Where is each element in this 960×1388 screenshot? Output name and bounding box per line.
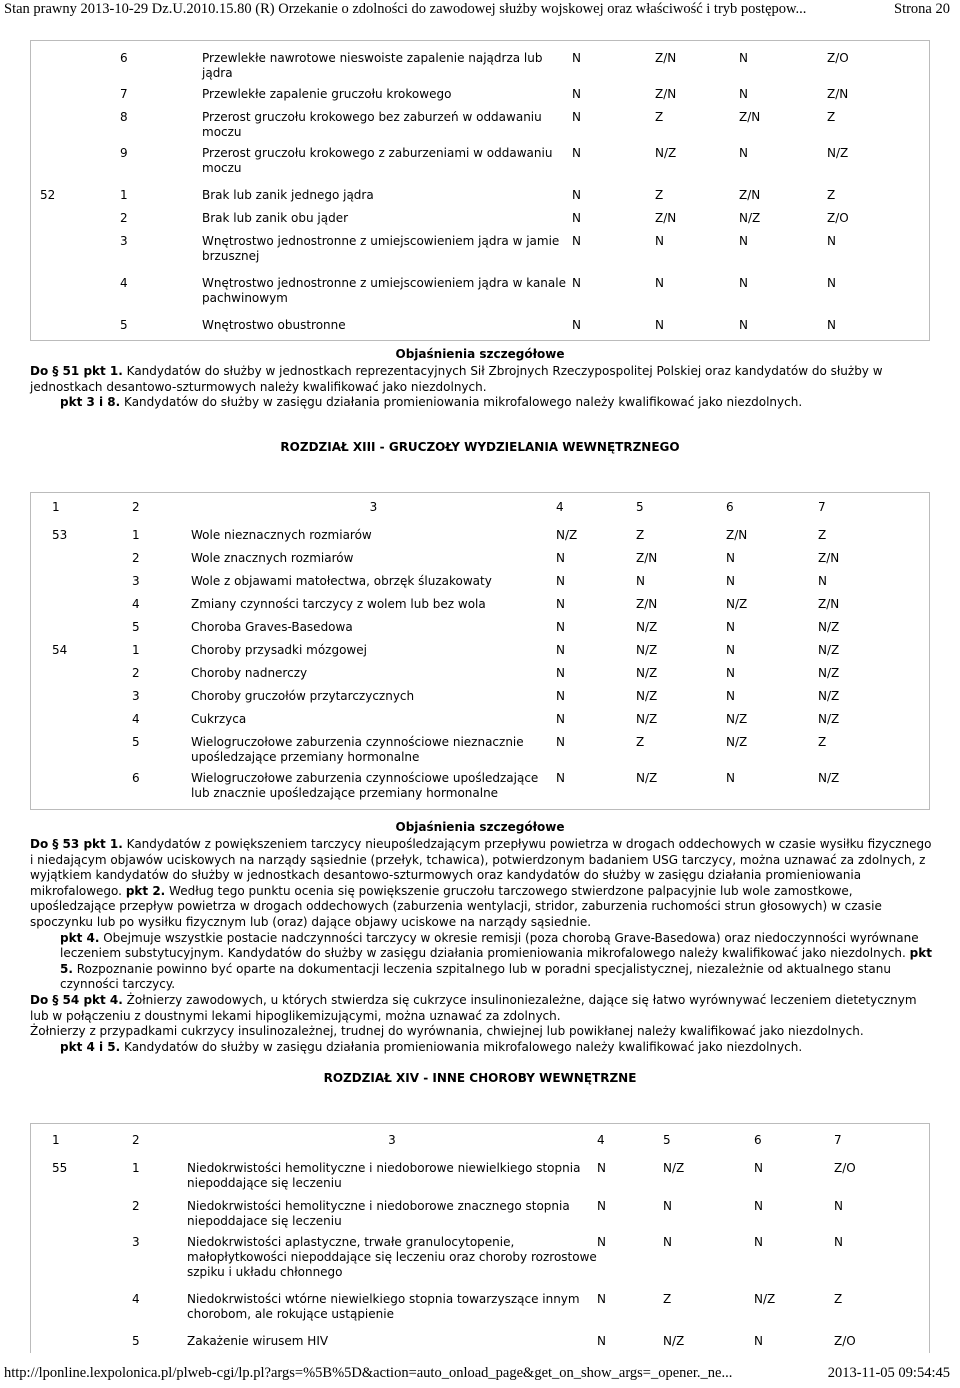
table-row	[40, 146, 930, 188]
cell-no: 54	[52, 643, 68, 657]
cell-c5: N/Z	[636, 771, 658, 785]
ref-text: Obejmuje wszystkie postacie nadczynności tarczycy w okresie remisji (poza chorobą Grave-Basedowa) oraz niedoczynności wyrównane leczeniem substytucyjnym. Kandydatów do służby w zasięgu działania promieniowania mikrofalowego należy kwalifikować jako niezdolnych.	[60, 930, 919, 961]
cell-c5: N/Z	[655, 146, 677, 160]
ref-text: Według tego punktu ocenia się powiększenie gruczołu tarczowego stwierdzone palpacyjnie lub wole zamostkowe, upośledzające przepływ powietrza w drogach oddechowych (zaburzenia wentylacji, stridor, zaburzenia ruchomości strun głosowych) w czasie spoczynku lub po wysiłku fizycznym lub (oraz) dające objawy uciskowe na narządy sąsiednie.	[30, 883, 882, 929]
table-row	[52, 1161, 930, 1199]
cell-c7: Z/N	[827, 87, 849, 101]
cell-c4: N	[597, 1235, 606, 1249]
cell-c5: N	[655, 276, 664, 290]
cell-c7: Z/N	[818, 597, 840, 611]
cell-no	[52, 735, 132, 771]
cell-c5: Z/N	[655, 51, 677, 65]
cell-no	[52, 1292, 132, 1334]
cell-c6: N	[754, 1235, 763, 1249]
footer-timestamp: 2013-11-05 09:54:45	[827, 1365, 950, 1381]
cell-desc: Wnętrostwo obustronne	[202, 318, 346, 332]
table-row	[52, 735, 930, 771]
cell-c5: N/Z	[663, 1161, 685, 1175]
table-row	[52, 1334, 930, 1354]
classification-table-xiii	[52, 500, 930, 813]
cell-c4: N	[572, 110, 581, 124]
cell-desc: Brak lub zanik jednego jądra	[202, 188, 374, 202]
table-row	[52, 597, 930, 620]
cell-c4: N	[572, 87, 581, 101]
cell-c6: N	[739, 234, 748, 248]
cell-no	[52, 666, 132, 689]
cell-desc: Niedokrwistości aplastyczne, trwałe granulocytopenie, małopłytkowości niepoddające się leczeniu oraz choroby rozrostowe szpiku i układu chłonnego	[187, 1235, 597, 1279]
cell-no	[52, 551, 132, 574]
cell-desc: Zakażenie wirusem HIV	[187, 1334, 329, 1348]
table-row	[52, 666, 930, 689]
cell-c5: Z/N	[655, 211, 677, 225]
cell-c5: Z	[663, 1292, 672, 1306]
cell-desc: Brak lub zanik obu jąder	[202, 211, 349, 225]
cell-c4: N	[572, 146, 581, 160]
table-row	[52, 574, 930, 597]
cell-c7: Z/O	[834, 1334, 856, 1348]
cell-no	[52, 689, 132, 712]
table-row	[52, 689, 930, 712]
cell-c7: Z	[827, 110, 836, 124]
table-row	[52, 551, 930, 574]
ref-lead: pkt 4.	[60, 930, 100, 945]
ref-lead: Do § 54 pkt 4.	[30, 992, 123, 1007]
table-row	[40, 87, 930, 110]
table2-left-border	[30, 492, 31, 809]
ref-lead: pkt 3 i 8.	[60, 395, 121, 410]
cell-c6: N	[739, 87, 748, 101]
classification-table-xiv	[52, 1133, 930, 1354]
column-number-header: 5	[636, 500, 644, 514]
cell-c4: N	[572, 276, 581, 290]
table2-top-border	[30, 492, 930, 493]
cell-pkt: 2	[132, 1199, 140, 1213]
cell-c7: N	[827, 318, 836, 332]
cell-pkt: 1	[120, 188, 128, 202]
cell-c6: N/Z	[754, 1292, 776, 1306]
column-number-header: 2	[132, 1133, 140, 1147]
cell-pkt: 1	[132, 1161, 140, 1175]
cell-c5: N	[663, 1235, 672, 1249]
column-number-header: 1	[52, 500, 60, 514]
cell-no: 53	[52, 528, 68, 542]
cell-c7: N	[818, 574, 827, 588]
cell-c5: Z	[655, 110, 664, 124]
cell-pkt: 3	[120, 234, 128, 248]
cell-no	[52, 712, 132, 735]
cell-pkt: 7	[120, 87, 128, 101]
cell-pkt: 1	[132, 528, 140, 542]
table-row	[52, 620, 930, 643]
table-row	[40, 188, 930, 211]
explanations-heading-2: Objaśnienia szczegółowe	[395, 820, 565, 834]
cell-c5: N/Z	[636, 643, 658, 657]
cell-pkt: 5	[132, 620, 140, 634]
cell-c7: Z/O	[827, 211, 849, 225]
cell-no	[52, 1235, 132, 1292]
cell-no: 55	[52, 1161, 68, 1175]
cell-desc: Przerost gruczołu krokowego z zaburzeniami w oddawaniu moczu	[202, 146, 553, 175]
ref-text: Żołnierzy zawodowych, u których stwierdza się cukrzyce insulinoniezależne, dające się łatwo wyrównywać leczeniem dietetycznym lub w połączeniu z doustnymi lekami hipoglikemizującymi, można uznawać za zdolnych.	[30, 992, 917, 1023]
cell-c6: N/Z	[739, 211, 761, 225]
explanations-heading-1: Objaśnienia szczegółowe	[395, 347, 565, 361]
table-row	[52, 1199, 930, 1235]
table-row	[40, 318, 930, 341]
explanations-text-1	[30, 364, 935, 411]
cell-desc: Niedokrwistości hemolityczne i niedoborowe znacznego stopnia niepoddajace się leczeniu	[187, 1199, 570, 1228]
column-number-header: 7	[834, 1133, 842, 1147]
cell-c4: N	[597, 1292, 606, 1306]
table-row	[40, 276, 930, 318]
cell-c6: N	[726, 689, 735, 703]
column-number-header: 2	[132, 500, 140, 514]
cell-c4: N	[597, 1161, 606, 1175]
cell-desc: Wielogruczołowe zaburzenia czynnościowe upośledzające lub znacznie upośledzające przemiany hormonalne	[191, 771, 539, 800]
cell-no	[52, 1199, 132, 1235]
cell-pkt: 2	[132, 666, 140, 680]
cell-desc: Wnętrostwo jednostronne z umiejscowieniem jądra w kanale pachwinowym	[202, 276, 566, 305]
cell-c4: N	[556, 689, 565, 703]
table-row	[40, 110, 930, 146]
cell-c5: N/Z	[636, 666, 658, 680]
column-number-header: 3	[388, 1133, 396, 1147]
cell-c7: N/Z	[818, 620, 840, 634]
cell-c7: Z	[834, 1292, 843, 1306]
column-number-header: 3	[369, 500, 378, 514]
cell-pkt: 1	[132, 643, 140, 657]
cell-no	[40, 234, 120, 276]
cell-c5: N/Z	[663, 1334, 685, 1348]
cell-desc: Zmiany czynności tarczycy z wolem lub bez wola	[191, 597, 486, 611]
cell-desc: Wole znacznych rozmiarów	[191, 551, 354, 565]
ref-lead: pkt 4 i 5.	[60, 1039, 121, 1054]
cell-no	[52, 1334, 132, 1354]
cell-c4: N	[556, 771, 565, 785]
cell-pkt: 4	[132, 1292, 140, 1306]
cell-pkt: 5	[132, 1334, 140, 1348]
cell-c5: N	[663, 1199, 672, 1213]
ref-lead: Do § 53 pkt 1.	[30, 837, 123, 851]
cell-pkt: 5	[120, 318, 128, 332]
ref-text: Kandydatów do służby w zasięgu działania promieniowania mikrofalowego należy kwalifikować jako niezdolnych.	[120, 395, 803, 410]
table-row	[52, 1292, 930, 1334]
cell-desc: Choroby gruczołów przytarczycznych	[191, 689, 415, 703]
cell-c4: N	[556, 574, 565, 588]
cell-no	[40, 146, 120, 188]
cell-pkt: 2	[120, 211, 128, 225]
cell-desc: Choroby nadnerczy	[191, 666, 308, 680]
cell-pkt: 3	[132, 689, 140, 703]
cell-desc: Wnętrostwo jednostronne z umiejscowieniem jądra w jamie brzusznej	[202, 234, 560, 263]
cell-pkt: 2	[132, 551, 140, 565]
cell-pkt: 3	[132, 574, 140, 588]
cell-c7: N/Z	[818, 666, 840, 680]
cell-c4: N	[572, 51, 581, 65]
table3-left-border	[30, 1123, 31, 1353]
cell-pkt: 8	[120, 110, 128, 124]
column-number-header: 4	[597, 1133, 605, 1147]
cell-c4: N	[556, 712, 565, 726]
cell-desc: Przewlekłe nawrotowe nieswoiste zapalenie najądrza lub jądra	[202, 51, 543, 80]
cell-c7: Z/O	[827, 51, 849, 65]
cell-c4: N	[572, 234, 581, 248]
cell-desc: Wielogruczołowe zaburzenia czynnościowe nieznacznie upośledzające przemiany hormonalne	[191, 735, 524, 764]
cell-c7: N/Z	[818, 712, 840, 726]
cell-no	[52, 620, 132, 643]
cell-desc: Przewlekłe zapalenie gruczołu krokowego	[202, 87, 452, 101]
cell-no	[52, 771, 132, 813]
cell-c5: N/Z	[636, 689, 658, 703]
cell-no	[52, 597, 132, 620]
cell-no	[40, 211, 120, 234]
cell-no	[40, 276, 120, 318]
classification-table-1	[40, 51, 930, 341]
cell-c5: Z/N	[655, 87, 677, 101]
table1-left-border	[30, 40, 31, 340]
table1-top-border	[30, 40, 930, 41]
cell-c4: N	[556, 666, 565, 680]
cell-c7: Z/O	[834, 1161, 856, 1175]
cell-no	[40, 87, 120, 110]
cell-c4: N	[597, 1199, 606, 1213]
ref-lead: Do § 51 pkt 1.	[30, 364, 123, 378]
cell-c6: N	[726, 551, 735, 565]
cell-c6: N	[754, 1161, 763, 1175]
cell-no: 52	[40, 188, 56, 202]
cell-c6: N	[726, 771, 735, 785]
cell-c4: N	[556, 735, 565, 749]
cell-pkt: 6	[120, 51, 128, 65]
cell-c6: N	[726, 643, 735, 657]
table-row	[40, 211, 930, 234]
cell-desc: Choroba Graves-Basedowa	[191, 620, 353, 634]
cell-pkt: 4	[132, 712, 140, 726]
chapter-title-xiv: ROZDZIAŁ XIV - INNE CHOROBY WEWNĘTRZNE	[323, 1071, 637, 1085]
column-number-header: 5	[663, 1133, 671, 1147]
cell-c4: N	[556, 597, 565, 611]
table-row	[52, 643, 930, 666]
cell-c4: N/Z	[556, 528, 578, 542]
cell-c5: Z	[655, 188, 664, 202]
cell-c5: N	[636, 574, 645, 588]
cell-c5: Z/N	[636, 551, 658, 565]
cell-pkt: 4	[132, 597, 140, 611]
cell-desc: Wole nieznacznych rozmiarów	[191, 528, 372, 542]
column-number-header: 6	[726, 500, 734, 514]
cell-c7: N/Z	[818, 643, 840, 657]
cell-c7: Z/N	[818, 551, 840, 565]
cell-c6: N	[739, 318, 748, 332]
column-number-header: 4	[556, 500, 564, 514]
table-header-row	[52, 500, 930, 528]
cell-c4: N	[556, 643, 565, 657]
cell-no	[52, 574, 132, 597]
cell-c6: N	[754, 1334, 763, 1348]
table-row	[52, 712, 930, 735]
cell-c6: N	[726, 620, 735, 634]
cell-c5: N	[655, 234, 664, 248]
cell-c6: Z/N	[726, 528, 748, 542]
cell-c5: Z/N	[636, 597, 658, 611]
cell-c4: N	[572, 188, 581, 202]
cell-desc: Choroby przysadki mózgowej	[191, 643, 367, 657]
table-row	[40, 234, 930, 276]
ref-lead: pkt 2.	[125, 883, 166, 898]
cell-c6: N	[739, 146, 748, 160]
ref-text: Kandydatów do służby w zasięgu działania promieniowania mikrofalowego należy kwalifikować jako niezdolnych.	[120, 1039, 803, 1054]
column-number-header: 6	[754, 1133, 762, 1147]
cell-c6: N/Z	[726, 735, 748, 749]
cell-c5: N/Z	[636, 712, 658, 726]
cell-c7: N/Z	[818, 689, 840, 703]
cell-c6: N/Z	[726, 597, 748, 611]
cell-c4: N	[572, 318, 581, 332]
chapter-title-xiii: ROZDZIAŁ XIII - GRUCZOŁY WYDZIELANIA WEWNĘTRZNEGO	[280, 440, 680, 454]
cell-c7: N	[827, 276, 836, 290]
cell-c5: Z	[636, 528, 645, 542]
cell-no	[40, 110, 120, 146]
column-number-header: 7	[818, 500, 826, 514]
header-title: Stan prawny 2013-10-29 Dz.U.2010.15.80 (R) Orzekanie o zdolności do zawodowej służby wojskowej oraz właściwość i tryb postępow...	[4, 1, 807, 17]
table3-top-border	[30, 1123, 930, 1124]
column-number-header: 1	[52, 1133, 60, 1147]
cell-c6: Z/N	[739, 188, 761, 202]
cell-c6: N	[754, 1199, 763, 1213]
cell-c7: Z	[827, 188, 836, 202]
cell-c6: N	[726, 666, 735, 680]
cell-c4: N	[572, 211, 581, 225]
cell-no	[40, 318, 120, 341]
ref-text: Kandydatów do służby w jednostkach reprezentacyjnych Sił Zbrojnych Rzeczypospolitej Polskiej oraz kandydatów do służby w jednostkach desantowo-szturmowych należy kwalifikować jako niezdolnych.	[30, 364, 883, 394]
cell-c6: N	[739, 51, 748, 65]
cell-c6: N	[739, 276, 748, 290]
cell-c7: Z	[818, 528, 827, 542]
table-row	[52, 1235, 930, 1292]
explanations-text-2	[30, 837, 935, 1055]
cell-desc: Przerost gruczołu krokowego bez zaburzeń w oddawaniu moczu	[202, 110, 542, 139]
cell-c5: N/Z	[636, 620, 658, 634]
cell-c7: N/Z	[827, 146, 849, 160]
cell-c6: N/Z	[726, 712, 748, 726]
cell-pkt: 6	[132, 771, 140, 785]
table-row	[52, 528, 930, 551]
cell-c5: N	[655, 318, 664, 332]
ref-text: Żołnierzy z przypadkami cukrzycy insulinozależnej, trudnej do wyrównania, chwiejnej lub powikłanej należy kwalifikować jako niezdolnych.	[30, 1024, 864, 1039]
ref-lead: pkt 5.	[60, 946, 932, 976]
cell-c6: Z/N	[739, 110, 761, 124]
page-number: Strona 20	[894, 1, 950, 17]
cell-no	[40, 51, 120, 87]
table-row	[40, 51, 930, 87]
cell-c4: N	[556, 551, 565, 565]
cell-pkt: 4	[120, 276, 128, 290]
cell-c6: N	[726, 574, 735, 588]
ref-text: Kandydatów z powiększeniem tarczycy nieupośledzającym przepływu powietrza w drogach oddechowych w czasie wysiłku fizycznego i niedającym objawów uciskowych na narządy sąsiednie (przełyk, tchawica), potwierdzonym badaniem USG tarczycy, można uznawać za zdolnych, z wyjątkiem kandydatów do służby w jednostkach desantowo-szturmowych oraz kandydatów do służby w zasięgu działania promieniowania mikrofalowego.	[30, 837, 932, 898]
cell-c5: Z	[636, 735, 645, 749]
cell-c4: N	[597, 1334, 606, 1348]
cell-pkt: 3	[132, 1235, 140, 1249]
cell-desc: Niedokrwistości hemolityczne i niedoborowe niewielkiego stopnia niepoddające się leczeniu	[187, 1161, 581, 1190]
cell-desc: Niedokrwistości wtórne niewielkiego stopnia towarzyszące innym chorobom, ale rokujące ustąpienie	[187, 1292, 580, 1321]
footer-url: http://lponline.lexpolonica.pl/plweb-cgi/lp.pl?args=%5B%5D&action=auto_onload_page&get_on_show_args=_opener._ne...	[4, 1365, 733, 1381]
cell-c7: N	[834, 1235, 843, 1249]
cell-desc: Wole z objawami matołectwa, obrzęk śluzakowaty	[191, 574, 492, 588]
cell-c7: N/Z	[818, 771, 840, 785]
cell-c7: N	[827, 234, 836, 248]
cell-c7: N	[834, 1199, 843, 1213]
cell-c4: N	[556, 620, 565, 634]
table-header-row	[52, 1133, 930, 1161]
ref-text: Rozpoznanie powinno być oparte na dokumentacji leczenia szpitalnego lub w poradni specjalistycznej, niezależnie od aktualnego stanu czynności tarczycy.	[60, 961, 891, 992]
cell-desc: Cukrzyca	[191, 712, 247, 726]
cell-pkt: 5	[132, 735, 140, 749]
table-row	[52, 771, 930, 813]
cell-c7: Z	[818, 735, 827, 749]
cell-pkt: 9	[120, 146, 128, 160]
